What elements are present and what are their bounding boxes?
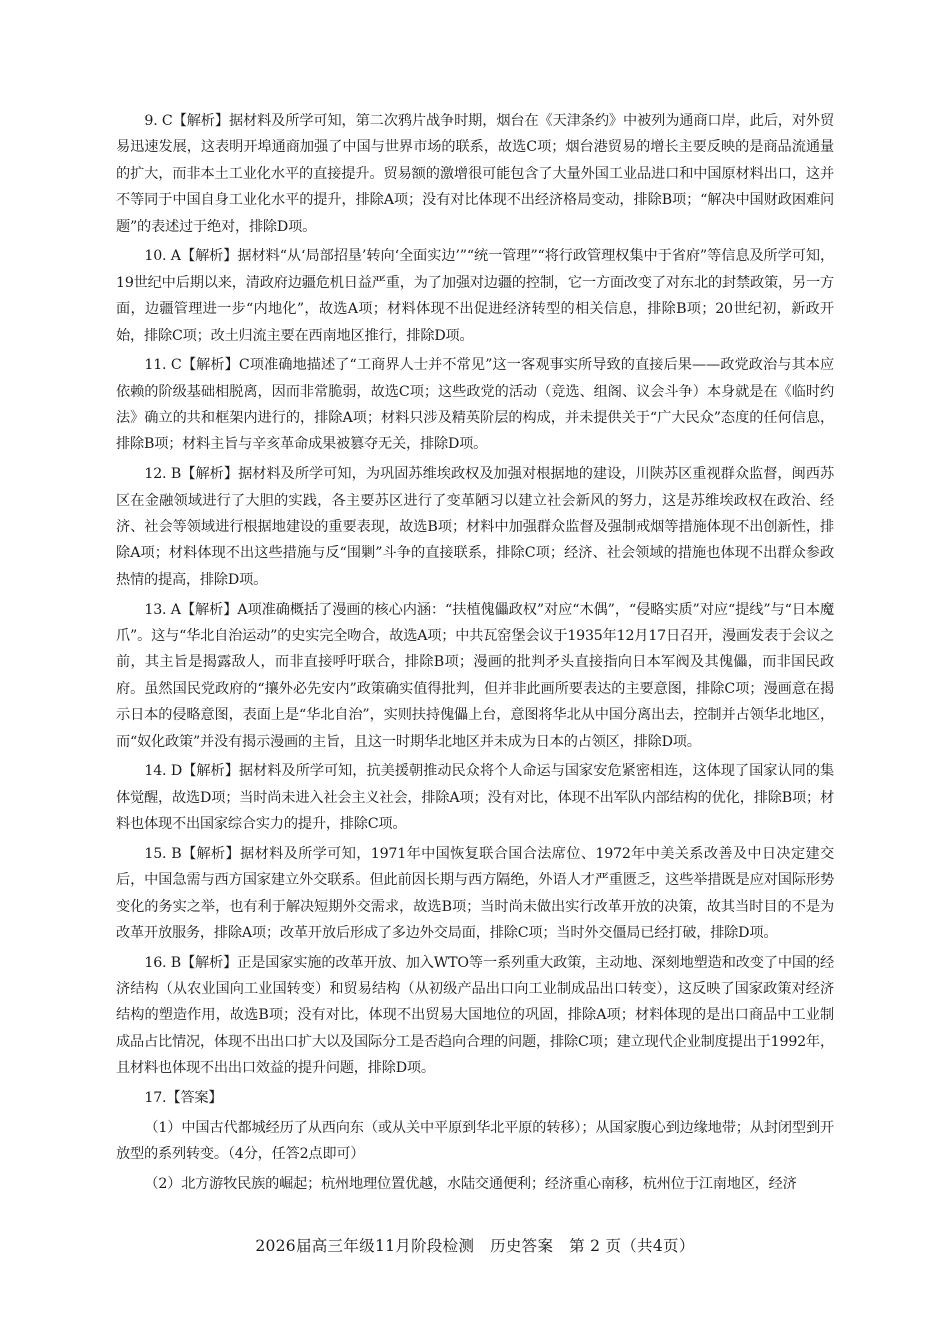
answer-15: 15. B【解析】据材料及所学可知，1971年中国恢复联合国合法席位、1972年中美关系改善及中日决定建交后，中国急需与西方国家建立外交联系。但此前因长期与西方隔绝，外语人才严重匮乏，这些举措既是应对国际形势变化的务实之举，也有利于解决短期外交需求，故选B项；当时尚未做出实行改革开放的决策，故其当时目的不是为改革开放服务，排除A项；改革开放后形成了多边外交局面，排除C项；当时外交僵局已经打破，排除D项。 bbox=[116, 845, 834, 941]
answer-13: 13. A【解析】A项准确概括了漫画的核心内涵：“扶植傀儡政权”对应“木偶”，“侵略实质”对应“提线”与“日本魔爪”。这与“华北自治运动”的史实完全吻合，故选A项；中共瓦窑堡会议于1935年12月17日召开，漫画发表于会议之前，其主旨是揭露敌人，而非直接呼吁联合，排除B项；漫画的批判矛头直接指向日本军阀及其傀儡，而非国民政府。虽然国民党政府的“攘外必先安内”政策确实值得批判，但并非此画所要表达的主要意图，排除C项；漫画意在揭示日本的侵略意图，表面上是“华北自治”，实则扶持傀儡上台，意图将华北从中国分离出去，控制并占领华北地区，而“奴化政策”并没有揭示漫画的主旨，且这一时期华北地区并未成为日本的占领区，排除D项。 bbox=[116, 601, 834, 750]
answer-14: 14. D【解析】据材料及所学可知，抗美援朝推动民众将个人命运与国家安危紧密相连，这体现了国家认同的集体觉醒，故选D项；当时尚未进入社会主义社会，排除A项；没有对比，体现不出军队内部结构的优化，排除B项；材料也体现不出国家综合实力的提升，排除C项。 bbox=[116, 763, 834, 833]
answer-9: 9. C【解析】据材料及所学可知，第二次鸦片战争时期，烟台在《天津条约》中被列为通商口岸，此后，对外贸易迅速发展，这表明开埠通商加强了中国与世界市场的联系，故选C项；烟台港贸易的增长主要反映的是商品流通量的扩大，而非本土工业化水平的直接提升。贸易额的激增很可能包含了大量外国工业品进口和中国原材料出口，这并不等同于中国自身工业化水平的提升，排除A项；没有对比体现不出经济格局变动，排除B项；“解决中国财政困难问题”的表述过于绝对，排除D项。 bbox=[116, 113, 834, 235]
answer-12: 12. B【解析】据材料及所学可知，为巩固苏维埃政权及加强对根据地的建设，川陕苏区重视群众监督，闽西苏区在金融领域进行了大胆的实践，各主要苏区进行了变革陋习以建立社会新风的努力，这是苏维埃政权在政治、经济、社会等领域进行根据地建设的重要表现，故选B项；材料中加强群众监督及强制戒烟等措施体现不出创新性，排除A项；材料体现不出这些措施与反“围剿”斗争的直接联系，排除C项；经济、社会领域的措施也体现不出群众参政热情的提高，排除D项。 bbox=[116, 466, 834, 588]
answer-17-heading: 17.【答案】 bbox=[144, 1090, 223, 1106]
answer-17-part-2: （2）北方游牧民族的崛起；杭州地理位置优越，水陆交通便利；经济重心南移，杭州位于江南地区，经济 bbox=[144, 1175, 797, 1192]
answer-16: 16. B【解析】正是国家实施的改革开放、加入WTO等一系列重大政策，主动地、深刻地塑造和改变了中国的经济结构（从农业国向工业国转变）和贸易结构（从初级产品出口向工业制成品出口转变），这反映了国家政策对经济结构的塑造作用，故选B项；没有对比，体现不出贸易大国地位的巩固，排除A项；材料体现的是出口商品中工业制成品占比情况，体现不出出口扩大以及国际分工是否趋向合理的问题，排除C项；建立现代企业制度提出于1992年，且材料也体现不出出口效益的提升问题，排除D项。 bbox=[116, 954, 834, 1077]
answer-17-part-1: （1）中国古代都城经历了从西向东（或从关中平原到华北平原的转移）；从国家腹心到边缘地带；从封闭型到开放型的系列转变。（4分，任答2点即可） bbox=[116, 1119, 834, 1163]
page-footer: 2026届高三年级11月阶段检测 历史答案 第 2 页（共4页） bbox=[255, 1237, 695, 1255]
answer-content bbox=[116, 108, 834, 1201]
answer-11: 11. C【解析】C项准确地描述了“工商界人士并不常见”这一客观事实所导致的直接后果——政党政治与其本应依赖的阶级基础相脱离，因而非常脆弱，故选C项；这些政党的活动（竞选、组阁、议会斗争）本身就是在《临时约法》确立的共和框架内进行的，排除A项；材料只涉及精英阶层的构成，并未提供关于“广大民众”态度的任何信息，排除B项；材料主旨与辛亥革命成果被篡夺无关，排除D项。 bbox=[116, 357, 834, 453]
answer-10: 10. A【解析】据材料“从‘局部招垦’转向‘全面实边’”“统一管理”“将行政管理权集中于省府”等信息及所学可知，19世纪中后期以来，清政府边疆危机日益严重，为了加强对边疆的控制，它一方面改变了对东北的封禁政策，另一方面，边疆管理进一步“内地化”，故选A项；材料体现不出促进经济转型的相关信息，排除B项；20世纪初，新政开始，排除C项；改土归流主要在西南地区推行，排除D项。 bbox=[116, 248, 834, 344]
